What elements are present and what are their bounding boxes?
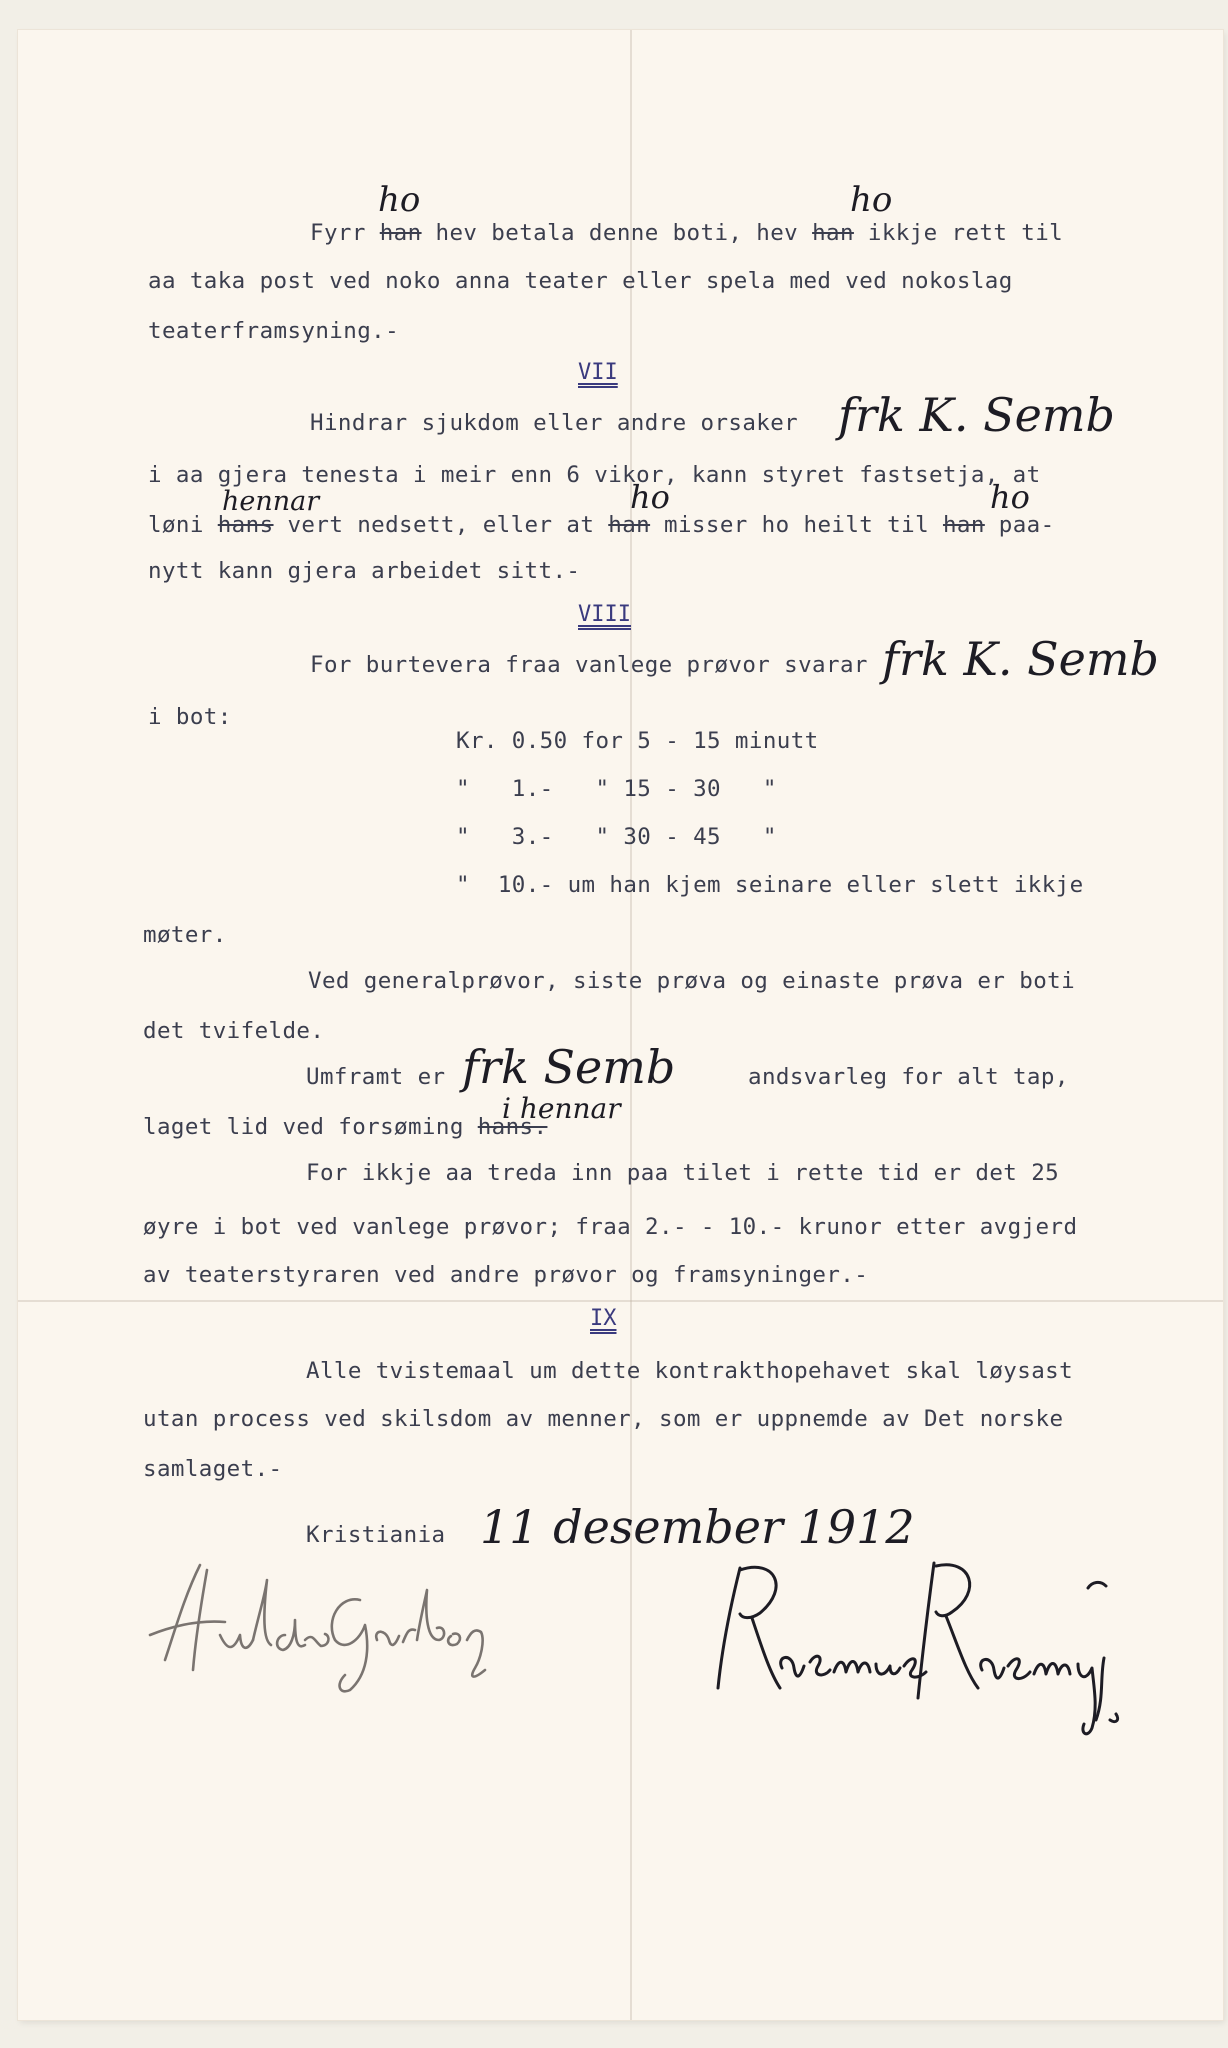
- text-line: Ved generalprøvor, siste prøva og einaste prøva er boti: [308, 968, 1076, 994]
- section-heading: VIII: [578, 602, 631, 627]
- struck-word: han: [379, 220, 422, 246]
- section-heading: IX: [590, 1306, 617, 1331]
- handwritten-correction: ho: [850, 180, 893, 220]
- text-line: møter.: [143, 922, 227, 948]
- fold-crease-horizontal: [18, 1300, 1223, 1302]
- handwritten-correction: ho: [378, 180, 421, 220]
- signature-right: [700, 1548, 1160, 1748]
- text-line: andsvarleg for alt tap,: [748, 1064, 1069, 1090]
- text-line: aa taka post ved noko anna teater eller spela med ved nokoslag: [148, 268, 1013, 294]
- text-line: løni hans vert nedsett, eller at han misser ho heilt til han paa-: [148, 512, 1055, 538]
- text-line: i aa gjera tenesta i meir enn 6 vikor, kann styret fastsetja, at: [148, 462, 1041, 488]
- fine-schedule-row: " 10.- um han kjem seinare eller slett ikkje: [456, 872, 1084, 898]
- fold-crease-vertical: [630, 30, 632, 2020]
- struck-word: hans.: [477, 1114, 548, 1140]
- text-line: samlaget.-: [143, 1456, 283, 1482]
- text-line: laget lid ved forsøming hans.: [143, 1114, 548, 1140]
- handwritten-name: frk K. Semb: [882, 632, 1159, 686]
- handwritten-name: frk K. Semb: [838, 388, 1115, 442]
- handwritten-correction: hennar: [222, 486, 320, 517]
- text-line: For ikkje aa treda inn paa tilet i rette tid er det 25: [306, 1160, 1060, 1186]
- text-line: Fyrr han hev betala denne boti, hev han ikkje rett til: [310, 220, 1064, 246]
- text-line: i bot:: [148, 704, 232, 730]
- handwritten-name: frk Semb: [462, 1040, 676, 1094]
- text-line: av teaterstyraren ved andre prøvor og framsyninger.-: [143, 1262, 869, 1288]
- signature-left: [145, 1540, 505, 1700]
- text-line: øyre i bot ved vanlege prøvor; fraa 2.- - 10.- krunor etter avgjerd: [143, 1214, 1078, 1240]
- handwritten-correction: i hennar: [502, 1092, 621, 1125]
- handwritten-correction: ho: [990, 478, 1030, 516]
- place-label: Kristiania: [306, 1522, 446, 1548]
- handwritten-correction: ho: [630, 478, 670, 516]
- struck-word: hans: [217, 512, 274, 538]
- struck-word: han: [812, 220, 854, 246]
- text-line: Umframt er: [306, 1064, 446, 1090]
- text-line: nytt kann gjera arbeidet sitt.-: [148, 558, 581, 584]
- text-line: det tvifelde.: [143, 1018, 325, 1044]
- text-line: teaterframsyning.-: [148, 318, 400, 344]
- fine-schedule-row: " 3.- " 30 - 45 ": [456, 824, 777, 850]
- text-line: For burtevera fraa vanlege prøvor svarar: [310, 652, 868, 678]
- struck-word: han: [608, 512, 651, 538]
- fine-schedule-row: Kr. 0.50 for 5 - 15 minutt: [456, 728, 819, 754]
- text-line: Hindrar sjukdom eller andre orsaker: [310, 410, 799, 436]
- struck-word: han: [942, 512, 985, 538]
- handwritten-date: 11 desember 1912: [480, 1500, 915, 1554]
- text-line: utan process ved skilsdom av menner, som er uppnemde av Det norske: [143, 1406, 1064, 1432]
- section-heading: VII: [578, 360, 618, 385]
- fine-schedule-row: " 1.- " 15 - 30 ": [456, 776, 777, 802]
- text-line: Alle tvistemaal um dette kontrakthopehavet skal løysast: [306, 1358, 1074, 1384]
